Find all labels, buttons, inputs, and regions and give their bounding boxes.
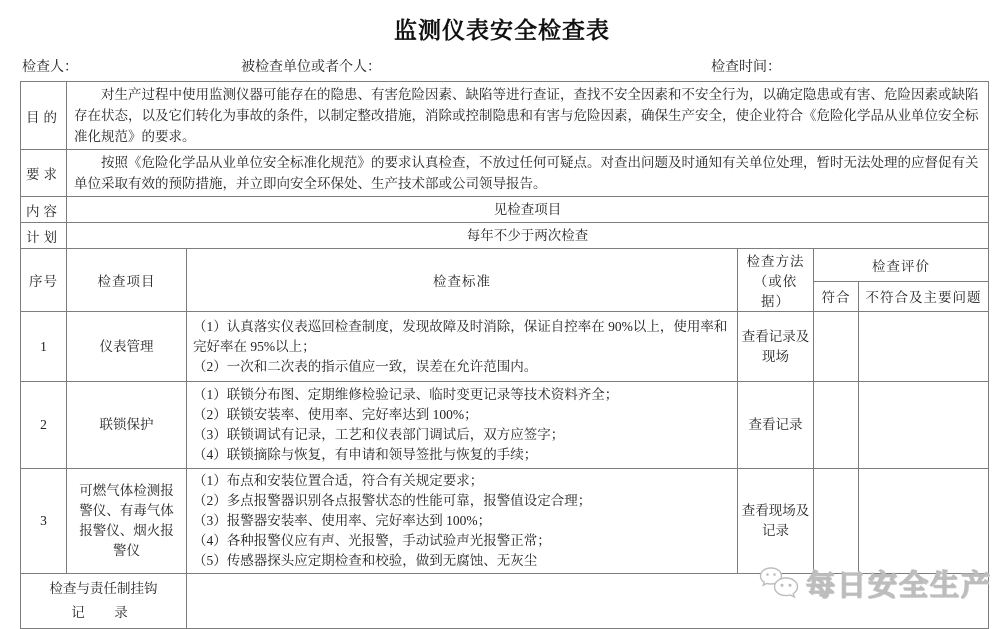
requirement-text: 按照《危险化学品从业单位安全标准化规范》的要求认真检查，不放过任何可疑点。对查出问题及时通知有关单位处理，暂时无法处理的应督促有关单位采取有效的预防措施，并立即向安全环保处、生产技术部或公司领导报告。 (67, 150, 989, 197)
row-conform-cell (814, 312, 859, 382)
col-header-method-line1: 检查方法 (746, 254, 805, 269)
inspection-time-label: 检查时间： (711, 60, 781, 75)
row-item: 仪表管理 (67, 312, 187, 382)
plan-row (21, 223, 989, 249)
footer-label-line1: 检查与责任制挂钩 (49, 581, 158, 596)
page-title: 监测仪表安全检查表 (394, 18, 610, 43)
row-method: 查看记录及现场 (738, 312, 814, 382)
col-header-evaluation: 检查评价 (814, 249, 989, 282)
purpose-row (21, 82, 989, 150)
plan-text: 每年不少于两次检查 (67, 223, 989, 249)
row-conform-cell (814, 469, 859, 574)
col-header-method-line2: （或依据） (753, 274, 798, 309)
info-bar (20, 56, 984, 78)
document-page (0, 15, 1004, 629)
footer-label (21, 574, 187, 629)
purpose-text: 对生产过程中使用监测仪器可能存在的隐患、有害危险因素、缺陷等进行查证，查找不安全因素和不安全行为，以确定隐患或有害、危险因素或缺陷存在状态，以及它们转化为事故的条件，以制定整改措施，消除或控制隐患和有害与危险因素，确保生产安全，使企业符合《危险化学品从业单位安全标准化规范》的要求。 (67, 82, 989, 150)
footer-label-line2: 记 录 (71, 605, 136, 620)
col-header-no: 序号 (21, 249, 67, 312)
table-row-3 (21, 469, 989, 574)
col-header-method (738, 249, 814, 312)
purpose-label: 目的 (21, 82, 67, 150)
table-row-1 (21, 312, 989, 382)
inspection-table (20, 81, 989, 629)
row-nonconform-cell (859, 469, 989, 574)
col-header-standard: 检查标准 (187, 249, 738, 312)
col-header-conform: 符合 (814, 281, 859, 311)
row-standards: （1）联锁分布图、定期维修检验记录、临时变更记录等技术资料齐全； （2）联锁安装率、使用率、完好率达到 100%； （3）联锁调试有记录，工艺和仪表部门调试后，双方应签字； （4）联锁摘除与恢复，有申请和领导签批与恢复的手续； (187, 382, 738, 469)
table-row-2 (21, 382, 989, 469)
row-no: 1 (21, 312, 67, 382)
row-nonconform-cell (859, 312, 989, 382)
requirement-label: 要求 (21, 150, 67, 197)
content-text: 见检查项目 (67, 197, 989, 223)
row-conform-cell (814, 382, 859, 469)
row-standards: （1）认真落实仪表巡回检查制度，发现故障及时消除，保证自控率在 90%以上，使用率和完好率在 95%以上； （2）一次和二次表的指示值应一致，误差在允许范围内。 (187, 312, 738, 382)
watermark-text: 每日安全生产 (806, 570, 993, 602)
row-item: 可燃气体检测报警仪、有毒气体报警仪、烟火报警仪 (67, 469, 187, 574)
row-standards: （1）布点和安装位置合适，符合有关规定要求； （2）多点报警器识别各点报警状态的性能可靠，报警值设定合理； （3）报警器安装率、使用率、完好率达到 100%； （4）各种报警仪应有声、光报警，手动试验声光报警正常； （5）传感器探头应定期检查和校验，做到无腐蚀、无灰尘 (187, 469, 738, 574)
inspected-unit-label: 被检查单位或者个人： (241, 60, 381, 75)
col-header-item: 检查项目 (67, 249, 187, 312)
row-item: 联锁保护 (67, 382, 187, 469)
table-header-row (21, 249, 989, 282)
inspector-label: 检查人： (22, 60, 78, 75)
plan-label: 计划 (21, 223, 67, 249)
footer-value-cell (187, 574, 989, 629)
col-header-nonconform: 不符合及主要问题 (859, 281, 989, 311)
row-method: 查看记录 (738, 382, 814, 469)
row-no: 2 (21, 382, 67, 469)
row-method: 查看现场及记录 (738, 469, 814, 574)
content-row (21, 197, 989, 223)
footer-row (21, 574, 989, 629)
row-nonconform-cell (859, 382, 989, 469)
row-no: 3 (21, 469, 67, 574)
content-label: 内容 (21, 197, 67, 223)
requirement-row (21, 150, 989, 197)
